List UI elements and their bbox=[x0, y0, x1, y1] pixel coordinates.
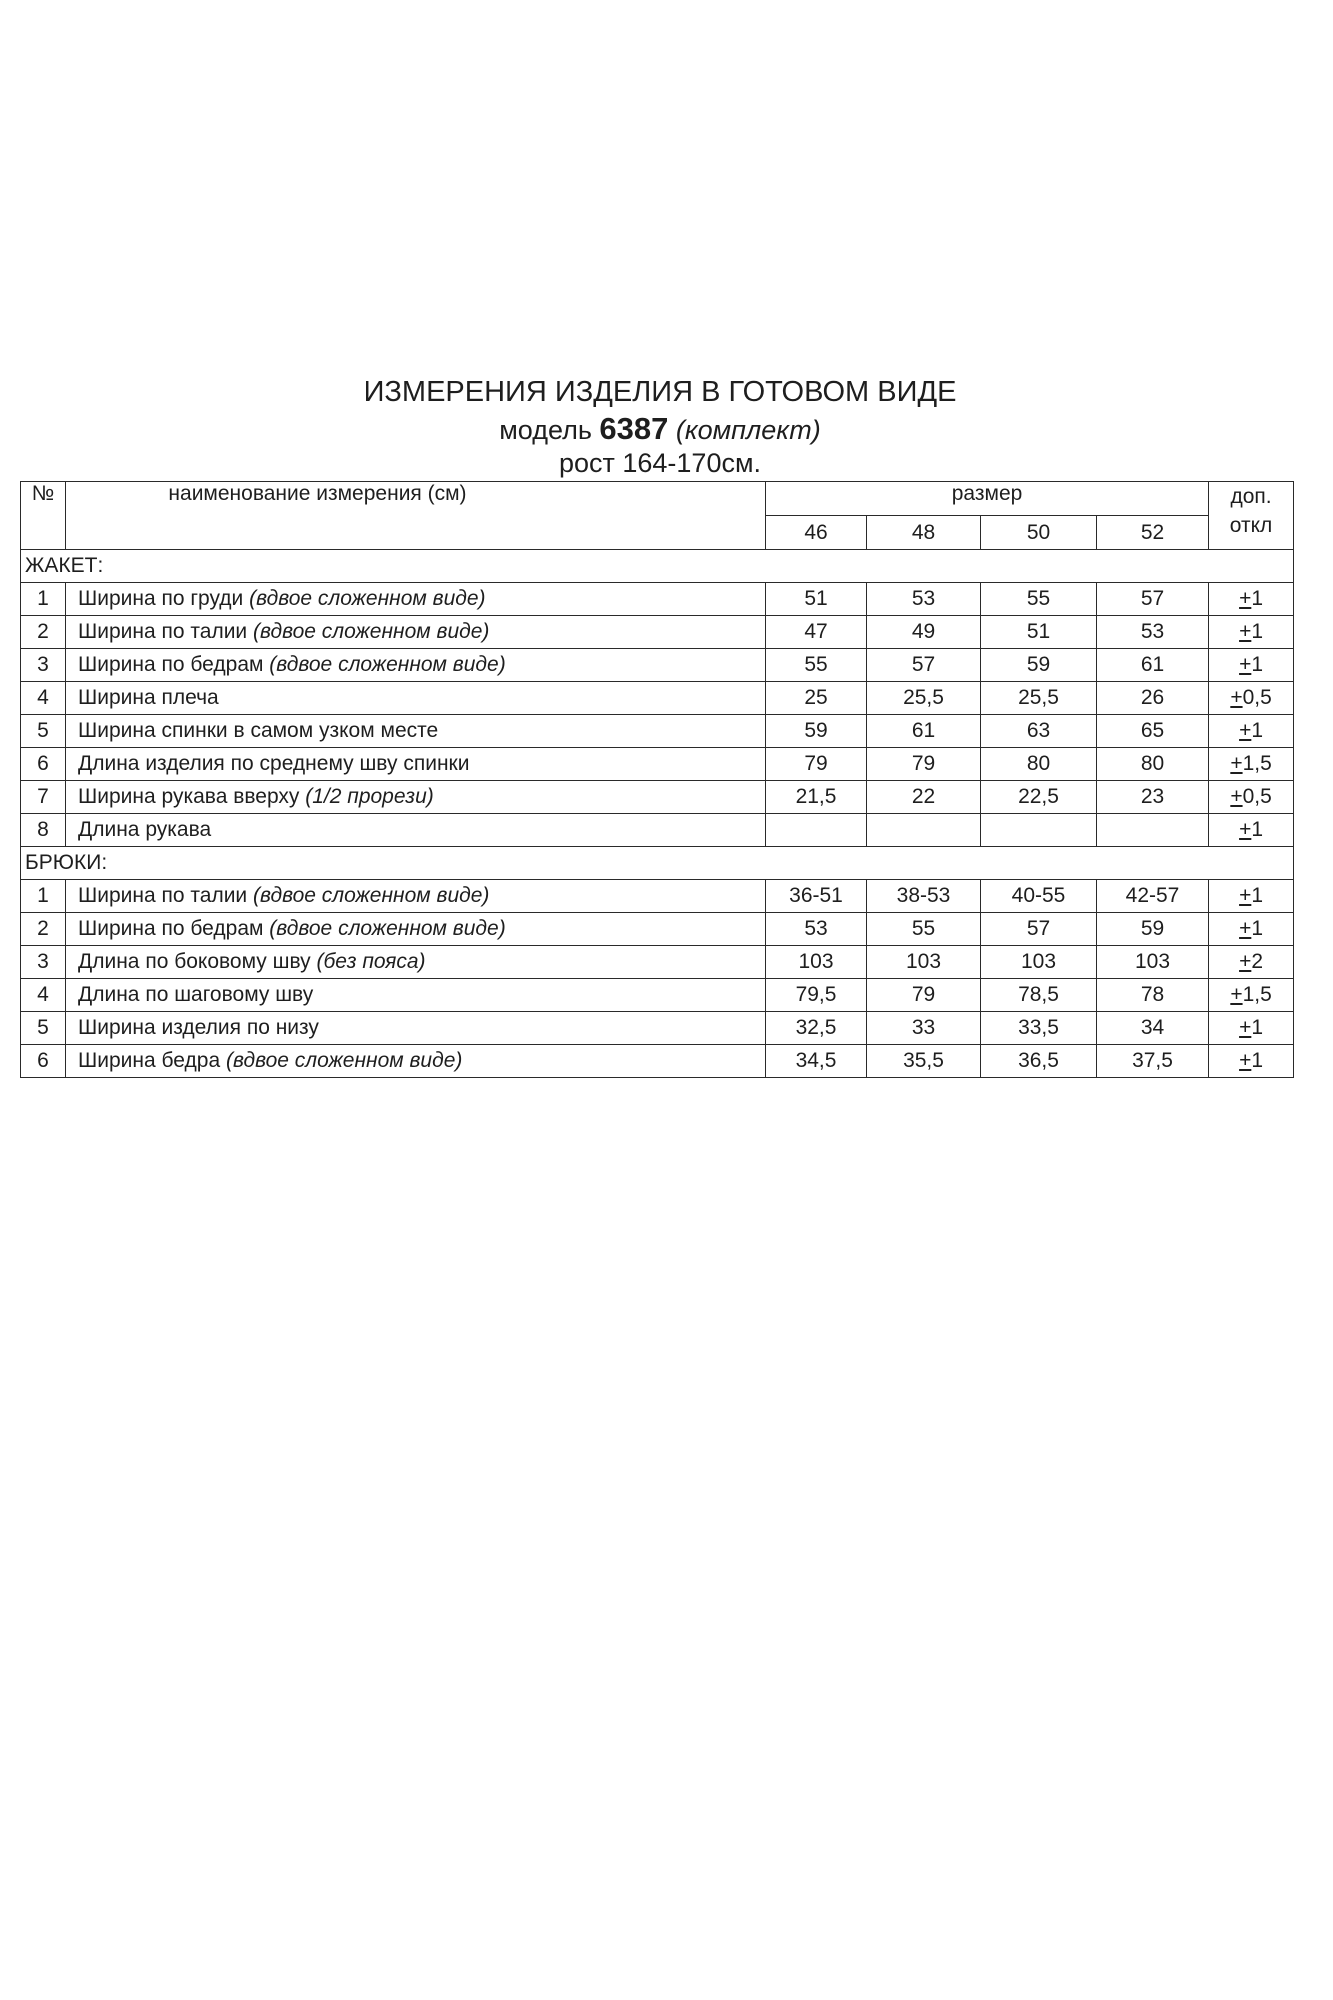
row-number: 2 bbox=[21, 616, 66, 649]
tolerance-cell bbox=[1209, 715, 1294, 748]
plus-minus-sign: + bbox=[1239, 653, 1252, 676]
size-value: 59 bbox=[1097, 913, 1209, 946]
header-measurement-name: наименование измерения (см) bbox=[66, 482, 766, 550]
size-value: 57 bbox=[981, 913, 1097, 946]
tolerance-value: 0,5 bbox=[1242, 686, 1272, 709]
size-value: 25,5 bbox=[981, 682, 1097, 715]
tolerance-cell bbox=[1209, 880, 1294, 913]
row-number: 7 bbox=[21, 781, 66, 814]
size-header: 50 bbox=[981, 516, 1097, 550]
tolerance-value: 1 bbox=[1251, 917, 1264, 940]
table-row bbox=[21, 1045, 1294, 1078]
size-value: 36-51 bbox=[766, 880, 867, 913]
measurement-name: Ширина изделия по низу bbox=[78, 1016, 319, 1039]
row-number: 4 bbox=[21, 682, 66, 715]
table-row bbox=[21, 649, 1294, 682]
section-title: ЖАКЕТ: bbox=[21, 550, 1294, 583]
size-value: 80 bbox=[981, 748, 1097, 781]
section-row bbox=[21, 847, 1294, 880]
size-value: 55 bbox=[766, 649, 867, 682]
measurement-name: Ширина рукава вверху bbox=[78, 785, 306, 808]
size-value: 35,5 bbox=[867, 1045, 981, 1078]
size-header: 48 bbox=[867, 516, 981, 550]
plus-minus-sign: + bbox=[1239, 950, 1252, 973]
tolerance-cell bbox=[1209, 814, 1294, 847]
height-range: рост 164-170см. bbox=[558, 448, 762, 478]
tolerance-cell bbox=[1209, 1012, 1294, 1045]
measurements-table bbox=[20, 481, 1294, 1078]
tolerance-value: 1 bbox=[1251, 1049, 1264, 1072]
row-number: 3 bbox=[21, 649, 66, 682]
measurement-name-cell bbox=[66, 979, 766, 1012]
header-tolerance-line2: откл bbox=[1229, 514, 1273, 537]
tolerance-value: 1 bbox=[1251, 653, 1264, 676]
tolerance-value: 0,5 bbox=[1242, 785, 1272, 808]
measurement-note: (без пояса) bbox=[316, 950, 426, 973]
size-value: 23 bbox=[1097, 781, 1209, 814]
size-value: 51 bbox=[981, 616, 1097, 649]
plus-minus-sign: + bbox=[1239, 620, 1252, 643]
document-title-block bbox=[20, 374, 1300, 478]
measurement-name-cell bbox=[66, 1012, 766, 1045]
plus-minus-sign: + bbox=[1230, 983, 1243, 1006]
measurement-name: Ширина спинки в самом узком месте bbox=[78, 719, 439, 742]
measurement-name-cell bbox=[66, 913, 766, 946]
table-body bbox=[21, 482, 1294, 1078]
measurement-name-cell bbox=[66, 748, 766, 781]
measurement-name: Ширина по груди bbox=[78, 587, 250, 610]
tolerance-cell bbox=[1209, 946, 1294, 979]
row-number: 5 bbox=[21, 715, 66, 748]
measurement-name: Длина по шаговому шву bbox=[78, 983, 314, 1006]
table-row bbox=[21, 781, 1294, 814]
table-row bbox=[21, 814, 1294, 847]
size-value: 79,5 bbox=[766, 979, 867, 1012]
table-row bbox=[21, 616, 1294, 649]
size-value: 55 bbox=[981, 583, 1097, 616]
measurement-name-cell bbox=[66, 1045, 766, 1078]
size-value: 25 bbox=[766, 682, 867, 715]
size-value: 79 bbox=[867, 979, 981, 1012]
tolerance-cell bbox=[1209, 913, 1294, 946]
measurement-note: (1/2 прорези) bbox=[305, 785, 434, 808]
size-value: 53 bbox=[867, 583, 981, 616]
size-value: 34,5 bbox=[766, 1045, 867, 1078]
size-value bbox=[867, 814, 981, 847]
row-number: 3 bbox=[21, 946, 66, 979]
measurement-name: Длина по боковому шву bbox=[78, 950, 317, 973]
size-value bbox=[766, 814, 867, 847]
size-value: 57 bbox=[1097, 583, 1209, 616]
model-number: 6387 bbox=[599, 411, 669, 446]
size-value bbox=[981, 814, 1097, 847]
measurement-note: (вдвое сложенном виде) bbox=[249, 587, 486, 610]
plus-minus-sign: + bbox=[1239, 1016, 1252, 1039]
measurement-name-cell bbox=[66, 781, 766, 814]
plus-minus-sign: + bbox=[1239, 719, 1252, 742]
size-value: 103 bbox=[766, 946, 867, 979]
measurement-name-cell bbox=[66, 880, 766, 913]
size-value: 38-53 bbox=[867, 880, 981, 913]
size-value: 80 bbox=[1097, 748, 1209, 781]
size-value: 55 bbox=[867, 913, 981, 946]
size-value: 42-57 bbox=[1097, 880, 1209, 913]
tolerance-cell bbox=[1209, 1045, 1294, 1078]
section-row bbox=[21, 550, 1294, 583]
size-value: 103 bbox=[1097, 946, 1209, 979]
measurement-name: Ширина по бедрам bbox=[78, 917, 270, 940]
row-number: 5 bbox=[21, 1012, 66, 1045]
measurement-name-cell bbox=[66, 649, 766, 682]
size-value: 103 bbox=[867, 946, 981, 979]
row-number: 6 bbox=[21, 1045, 66, 1078]
measurement-note: (вдвое сложенном виде) bbox=[269, 917, 506, 940]
plus-minus-sign: + bbox=[1230, 785, 1243, 808]
table-row bbox=[21, 682, 1294, 715]
plus-minus-sign: + bbox=[1239, 917, 1252, 940]
header-size: размер bbox=[766, 482, 1209, 516]
measurement-note: (вдвое сложенном виде) bbox=[253, 620, 490, 643]
tolerance-cell bbox=[1209, 583, 1294, 616]
measurement-name: Длина изделия по среднему шву спинки bbox=[78, 752, 470, 775]
measurement-name-cell bbox=[66, 814, 766, 847]
tolerance-value: 1 bbox=[1251, 884, 1264, 907]
table-row bbox=[21, 946, 1294, 979]
size-value: 78,5 bbox=[981, 979, 1097, 1012]
row-number: 1 bbox=[21, 583, 66, 616]
table-row bbox=[21, 748, 1294, 781]
size-value: 61 bbox=[1097, 649, 1209, 682]
size-value: 22 bbox=[867, 781, 981, 814]
table-row bbox=[21, 1012, 1294, 1045]
size-header: 52 bbox=[1097, 516, 1209, 550]
size-value: 32,5 bbox=[766, 1012, 867, 1045]
section-title: БРЮКИ: bbox=[21, 847, 1294, 880]
size-value: 26 bbox=[1097, 682, 1209, 715]
header-number: № bbox=[21, 482, 66, 550]
document-title: ИЗМЕРЕНИЯ ИЗДЕЛИЯ В ГОТОВОМ ВИДЕ bbox=[363, 376, 957, 408]
measurement-name: Ширина по талии bbox=[78, 884, 253, 907]
size-value: 57 bbox=[867, 649, 981, 682]
size-value: 21,5 bbox=[766, 781, 867, 814]
measurement-name-cell bbox=[66, 616, 766, 649]
size-value: 33,5 bbox=[981, 1012, 1097, 1045]
size-value: 47 bbox=[766, 616, 867, 649]
measurement-note: (вдвое сложенном виде) bbox=[225, 1049, 463, 1072]
tolerance-value: 1 bbox=[1251, 1016, 1264, 1039]
size-value: 51 bbox=[766, 583, 867, 616]
measurement-name: Ширина плеча bbox=[78, 686, 219, 709]
table-row bbox=[21, 979, 1294, 1012]
plus-minus-sign: + bbox=[1239, 818, 1252, 841]
size-value: 25,5 bbox=[867, 682, 981, 715]
plus-minus-sign: + bbox=[1239, 884, 1252, 907]
table-row bbox=[21, 913, 1294, 946]
table-row bbox=[21, 715, 1294, 748]
table-row bbox=[21, 583, 1294, 616]
tolerance-value: 1,5 bbox=[1242, 752, 1272, 775]
size-value bbox=[1097, 814, 1209, 847]
size-value: 61 bbox=[867, 715, 981, 748]
row-number: 1 bbox=[21, 880, 66, 913]
size-value: 65 bbox=[1097, 715, 1209, 748]
model-suffix: (комплект) bbox=[675, 415, 821, 445]
table-row bbox=[21, 880, 1294, 913]
tolerance-value: 2 bbox=[1251, 950, 1264, 973]
tolerance-value: 1 bbox=[1251, 620, 1264, 643]
tolerance-cell bbox=[1209, 748, 1294, 781]
size-value: 79 bbox=[867, 748, 981, 781]
model-line bbox=[20, 411, 1300, 448]
measurement-note: (вдвое сложенном виде) bbox=[269, 653, 506, 676]
tolerance-value: 1 bbox=[1251, 719, 1264, 742]
row-number: 8 bbox=[21, 814, 66, 847]
tolerance-value: 1 bbox=[1251, 587, 1264, 610]
size-value: 59 bbox=[981, 649, 1097, 682]
header-tolerance bbox=[1209, 482, 1294, 550]
size-value: 53 bbox=[766, 913, 867, 946]
header-tolerance-line1: доп. bbox=[1230, 485, 1272, 508]
measurement-name: Ширина по талии bbox=[78, 620, 253, 643]
size-value: 49 bbox=[867, 616, 981, 649]
size-header: 46 bbox=[766, 516, 867, 550]
size-value: 37,5 bbox=[1097, 1045, 1209, 1078]
tolerance-cell bbox=[1209, 979, 1294, 1012]
measurement-note: (вдвое сложенном виде) bbox=[253, 884, 490, 907]
header-row bbox=[21, 482, 1294, 516]
measurement-name: Ширина бедра bbox=[78, 1049, 226, 1072]
row-number: 2 bbox=[21, 913, 66, 946]
row-number: 4 bbox=[21, 979, 66, 1012]
size-value: 103 bbox=[981, 946, 1097, 979]
tolerance-value: 1,5 bbox=[1242, 983, 1272, 1006]
size-value: 22,5 bbox=[981, 781, 1097, 814]
measurement-name-cell bbox=[66, 583, 766, 616]
tolerance-cell bbox=[1209, 649, 1294, 682]
size-value: 33 bbox=[867, 1012, 981, 1045]
size-value: 34 bbox=[1097, 1012, 1209, 1045]
plus-minus-sign: + bbox=[1230, 686, 1243, 709]
size-value: 36,5 bbox=[981, 1045, 1097, 1078]
measurement-name-cell bbox=[66, 946, 766, 979]
tolerance-value: 1 bbox=[1251, 818, 1264, 841]
size-value: 79 bbox=[766, 748, 867, 781]
plus-minus-sign: + bbox=[1239, 1049, 1252, 1072]
measurement-name: Длина рукава bbox=[78, 818, 212, 841]
measurement-name: Ширина по бедрам bbox=[78, 653, 270, 676]
measurement-name-cell bbox=[66, 682, 766, 715]
plus-minus-sign: + bbox=[1230, 752, 1243, 775]
size-value: 59 bbox=[766, 715, 867, 748]
size-value: 63 bbox=[981, 715, 1097, 748]
measurement-name-cell bbox=[66, 715, 766, 748]
tolerance-cell bbox=[1209, 616, 1294, 649]
tolerance-cell bbox=[1209, 781, 1294, 814]
plus-minus-sign: + bbox=[1239, 587, 1252, 610]
tolerance-cell bbox=[1209, 682, 1294, 715]
row-number: 6 bbox=[21, 748, 66, 781]
size-value: 53 bbox=[1097, 616, 1209, 649]
model-prefix: модель bbox=[499, 415, 592, 445]
size-value: 40-55 bbox=[981, 880, 1097, 913]
size-value: 78 bbox=[1097, 979, 1209, 1012]
